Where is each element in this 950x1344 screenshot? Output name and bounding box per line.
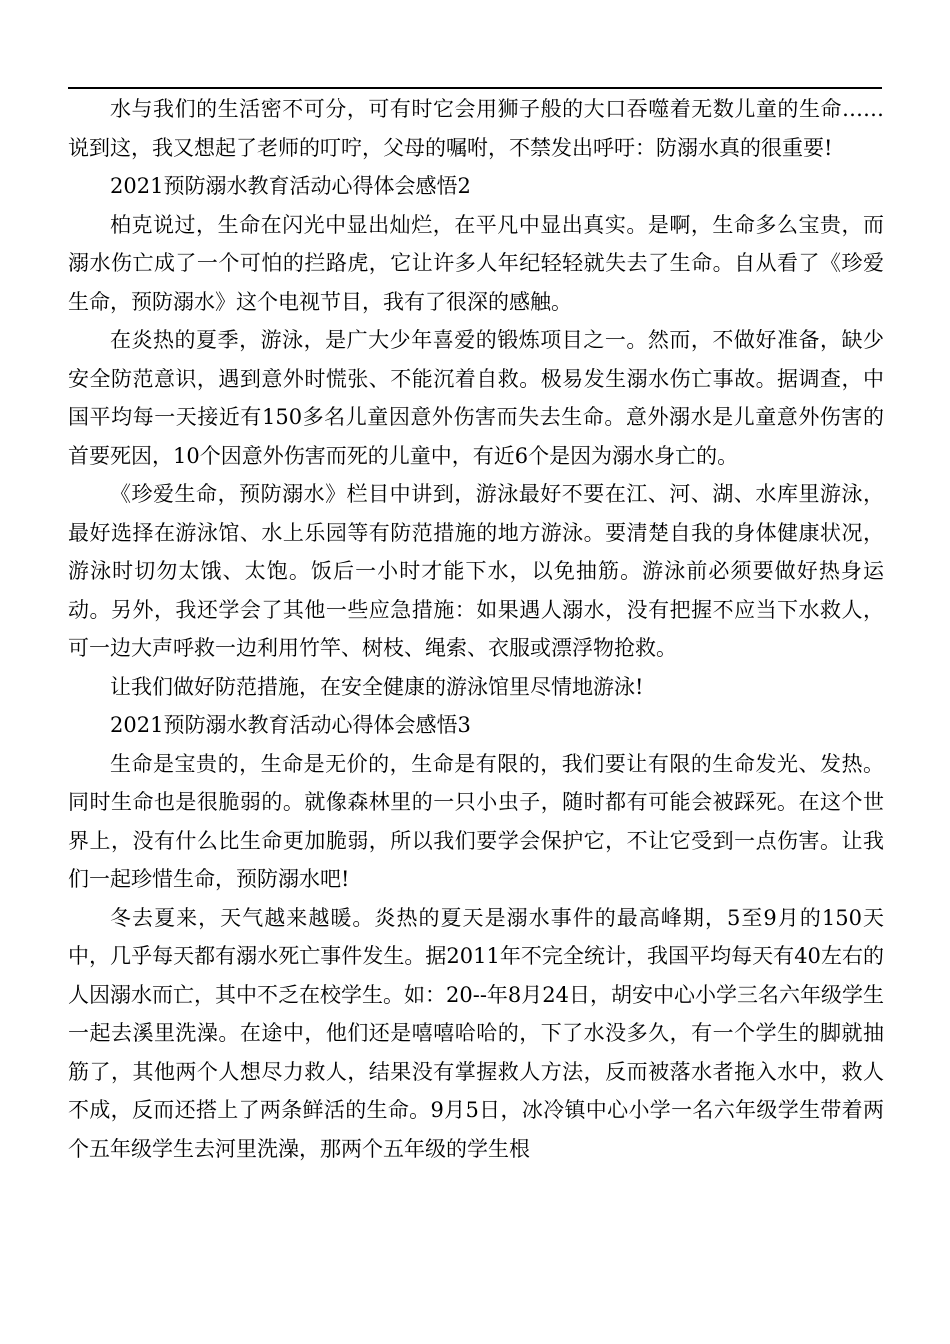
header-rule: [68, 87, 882, 89]
document-body: [68, 90, 884, 1168]
paragraph: 《珍爱生命，预防溺水》栏目中讲到，游泳最好不要在江、河、湖、水库里游泳，最好选择在游泳馆、水上乐园等有防范措施的地方游泳。要清楚自我的身体健康状况，游泳时切勿太饿、太饱。饭后一小时才能下水，以免抽筋。游泳前必须要做好热身运动。另外，我还学会了其他一些应急措施：如果遇人溺水，没有把握不应当下水救人，可一边大声呼救一边利用竹竿、树枝、绳索、衣服或漂浮物抢救。: [68, 482, 884, 660]
paragraph: 柏克说过，生命在闪光中显出灿烂，在平凡中显出真实。是啊，生命多么宝贵，而溺水伤亡成了一个可怕的拦路虎，它让许多人年纪轻轻就失去了生命。自从看了《珍爱生命，预防溺水》这个电视节目，我有了很深的感触。: [68, 212, 884, 314]
section-heading: 2021预防溺水教育活动心得体会感悟2: [110, 174, 471, 198]
paragraph: 生命是宝贵的，生命是无价的，生命是有限的，我们要让有限的生命发光、发热。同时生命也是很脆弱的。就像森林里的一只小虫子，随时都有可能会被踩死。在这个世界上，没有什么比生命更加脆弱，所以我们要学会保护它，不让它受到一点伤害。让我们一起珍惜生命，预防溺水吧!: [68, 751, 884, 891]
section-heading: 2021预防溺水教育活动心得体会感悟3: [110, 713, 471, 737]
paragraph: 在炎热的夏季，游泳，是广大少年喜爱的锻炼项目之一。然而，不做好准备，缺少安全防范意识，遇到意外时慌张、不能沉着自救。极易发生溺水伤亡事故。据调查，中国平均每一天接近有150多名儿童因意外伤害而失去生命。意外溺水是儿童意外伤害的首要死因，10个因意外伤害而死的儿童中，有近6个是因为溺水身亡的。: [68, 328, 884, 468]
paragraph: 冬去夏来，天气越来越暖。炎热的夏天是溺水事件的最高峰期，5至9月的150天中，几乎每天都有溺水死亡事件发生。据2011年不完全统计，我国平均每天有40左右的人因溺水而亡，其中不乏在校学生。如：20--年8月24日，胡安中心小学三名六年级学生一起去溪里洗澡。在途中，他们还是嘻嘻哈哈的，下了水没多久，有一个学生的脚就抽筋了，其他两个人想尽力救人，结果没有掌握救人方法，反而被落水者拖入水中，救人不成，反而还搭上了两条鲜活的生命。9月5日，冰冷镇中心小学一名六年级学生带着两个五年级学生去河里洗澡，那两个五年级的学生根: [68, 905, 884, 1161]
paragraph: 让我们做好防范措施，在安全健康的游泳馆里尽情地游泳!: [110, 674, 644, 699]
paragraph: 水与我们的生活密不可分，可有时它会用狮子般的大口吞噬着无数儿童的生命……说到这，我又想起了老师的叮咛，父母的嘱咐，不禁发出呼吁：防溺水真的很重要!: [68, 97, 884, 160]
